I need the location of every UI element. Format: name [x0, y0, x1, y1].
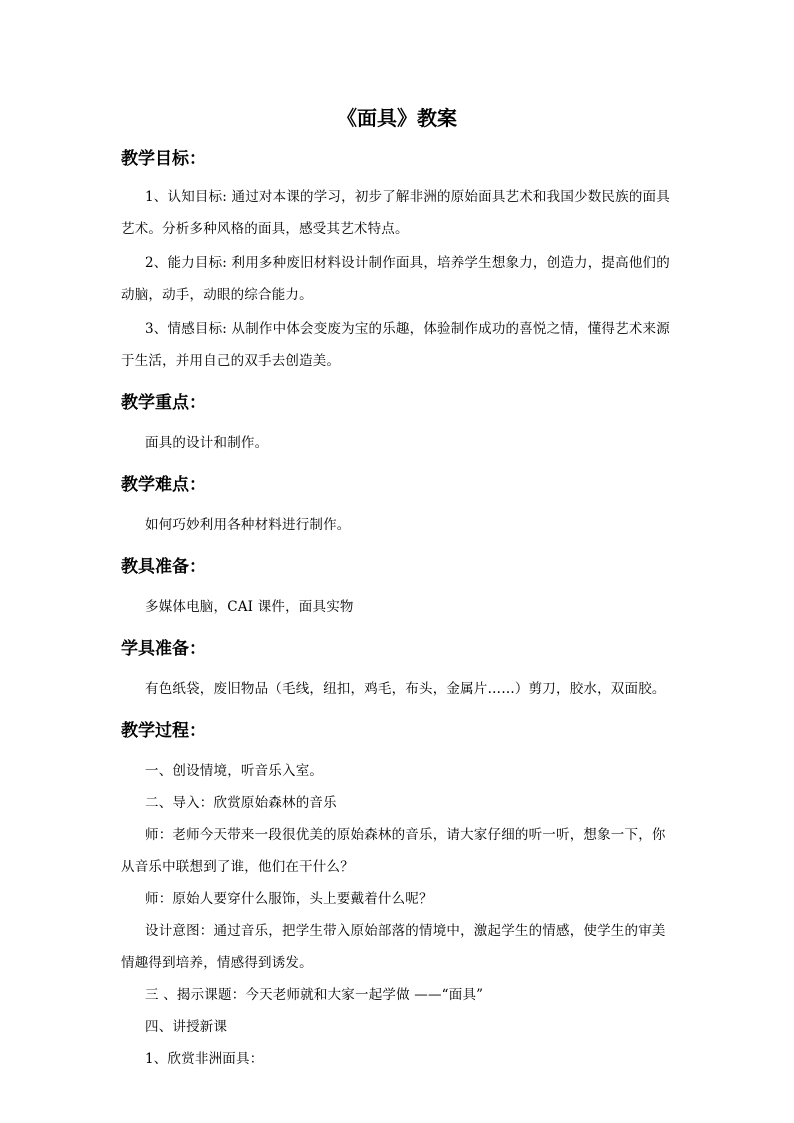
teaching-aids-heading: 教具准备：	[121, 557, 206, 577]
key-points-text: 面具的设计和制作。	[145, 435, 269, 451]
student-materials-text: 有色纸袋，废旧物品（毛线，纽扣，鸡毛，布头，金属片……）剪刀，胶水，双面胶。	[145, 681, 666, 697]
objectives-heading: 教学目标：	[121, 149, 206, 169]
objective-item: 2、能力目标: 利用多种废旧材料设计制作面具，培养学生想象力，创造力，提高他们的动脑，动手，动眼的综合能力。	[121, 255, 670, 303]
objective-item: 1、认知目标: 通过对本课的学习，初步了解非洲的原始面具艺术和我国少数民族的面具艺术。分析多种风格的面具，感受其艺术特点。	[121, 189, 670, 237]
document-body	[121, 142, 677, 1067]
teaching-aids-text: 多媒体电脑，CAI 课件，面具实物	[145, 599, 354, 615]
process-item: 三 、揭示课题：今天老师就和大家一起学做 ——“面具”	[145, 987, 484, 1003]
process-heading: 教学过程：	[121, 721, 206, 741]
process-item: 1、欣赏非洲面具：	[145, 1051, 264, 1067]
difficulties-heading: 教学难点：	[121, 475, 206, 495]
process-item: 设计意图：通过音乐，把学生带入原始部落的情境中，激起学生的情感，使学生的审美情趣得到培养，情感得到诱发。	[121, 923, 666, 971]
process-item: 二、导入：欣赏原始森林的音乐	[145, 795, 337, 811]
document-title: 《面具》教案	[337, 106, 457, 130]
process-item: 一、创设情境，听音乐入室。	[145, 763, 324, 779]
difficulties-text: 如何巧妙利用各种材料进行制作。	[145, 517, 351, 533]
process-item: 师：原始人要穿什么服饰，头上要戴着什么呢？	[145, 891, 433, 907]
process-item: 师：老师今天带来一段很优美的原始森林的音乐，请大家仔细的听一听，想象一下，你从音乐中联想到了谁，他们在干什么？	[121, 827, 666, 875]
student-materials-heading: 学具准备：	[121, 639, 206, 659]
process-item: 四、讲授新课	[145, 1019, 228, 1035]
key-points-heading: 教学重点：	[121, 393, 206, 413]
objective-item: 3、情感目标: 从制作中体会变废为宝的乐趣，体验制作成功的喜悦之情，懂得艺术来源于生活，并用自己的双手去创造美。	[121, 321, 670, 369]
